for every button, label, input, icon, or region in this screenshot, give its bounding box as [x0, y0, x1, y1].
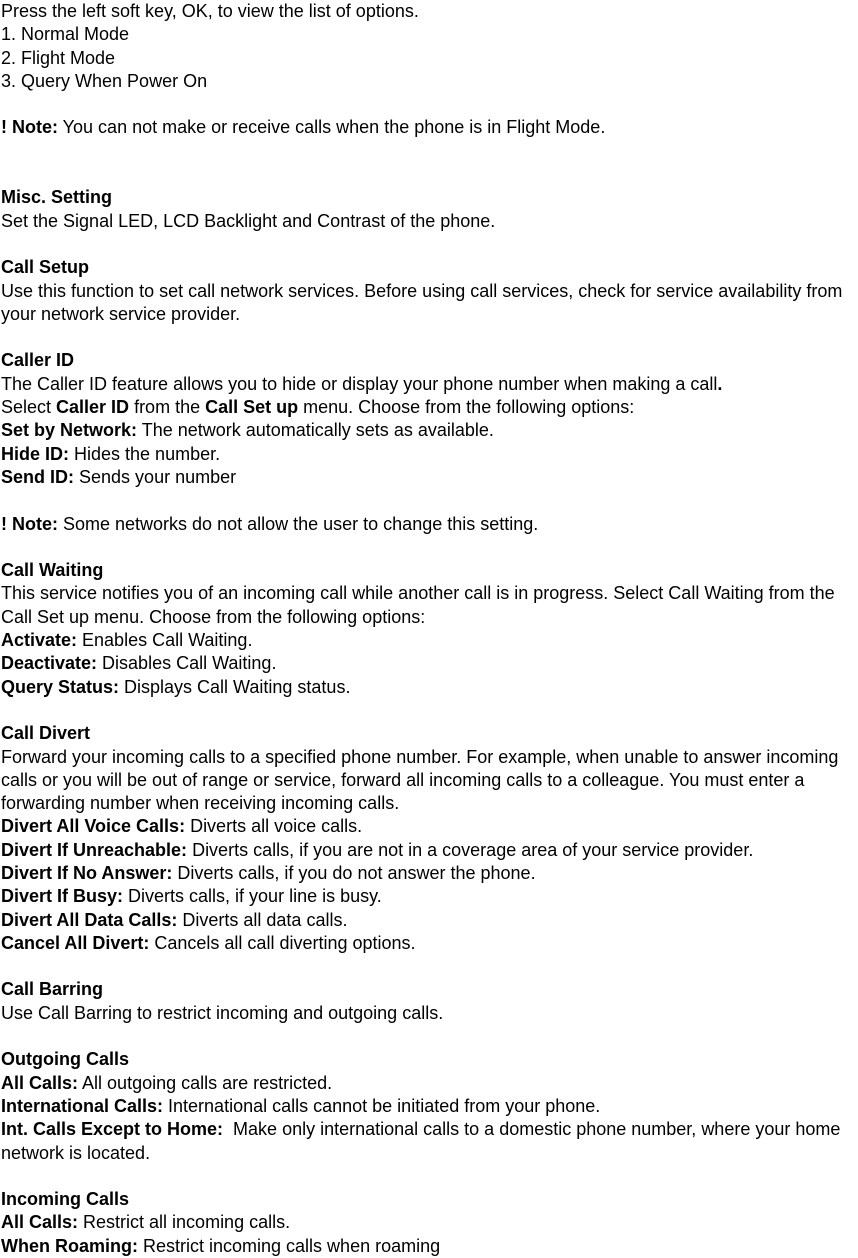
outgoing-option: All Calls: All outgoing calls are restricted. [1, 1072, 333, 1093]
caller-id-option: Hide ID: Hides the number. [1, 443, 221, 464]
flight-option: 2. Flight Mode [1, 47, 116, 68]
caller-id-select-instruction: Select Caller ID from the Call Set up menu. Choose from the following options: [1, 397, 635, 418]
section-heading-call-waiting: Call Waiting [1, 560, 104, 581]
outgoing-option: International Calls: International calls cannot be initiated from your phone. [1, 1095, 601, 1116]
call-divert-option: Divert All Data Calls: Diverts all data calls. [1, 909, 348, 930]
call-divert-option: Divert If Busy: Diverts calls, if your line is busy. [1, 886, 382, 907]
call-divert-option: Divert If No Answer: Diverts calls, if you do not answer the phone. [1, 862, 536, 883]
call-waiting-option: Deactivate: Disables Call Waiting. [1, 653, 277, 674]
call-setup-description: Use this function to set call network services. Before using call services, check for service availability from your network service provider. [1, 280, 843, 324]
caller-id-option: Send ID: Sends your number [1, 466, 237, 487]
call-divert-option: Divert If Unreachable: Diverts calls, if you are not in a coverage area of your service provider. [1, 839, 754, 860]
misc-setting-description: Set the Signal LED, LCD Backlight and Contrast of the phone. [1, 210, 496, 231]
section-heading-incoming-calls: Incoming Calls [1, 1189, 130, 1210]
call-waiting-option: Activate: Enables Call Waiting. [1, 630, 253, 651]
incoming-option: All Calls: Restrict all incoming calls. [1, 1212, 291, 1233]
outgoing-option: Int. Calls Except to Home: Make only international calls to a domestic phone number, where your home network is located. [1, 1119, 846, 1163]
flight-intro: Press the left soft key, OK, to view the list of options. [1, 1, 419, 21]
section-heading-outgoing-calls: Outgoing Calls [1, 1049, 129, 1070]
call-divert-option: Divert All Voice Calls: Diverts all voice calls. [1, 816, 363, 837]
flight-option: 1. Normal Mode [1, 24, 130, 45]
flight-note [1, 116, 858, 139]
call-divert-option: Cancel All Divert: Cancels all call diverting options. [1, 932, 416, 953]
section-heading-call-barring: Call Barring [1, 979, 104, 1000]
incoming-option: When Roaming: Restrict incoming calls when roaming [1, 1235, 441, 1256]
note-text: Some networks do not allow the user to change this setting. [58, 513, 539, 534]
section-heading-call-setup: Call Setup [1, 257, 90, 278]
call-waiting-description: This service notifies you of an incoming call while another call is in progress. Select Call Waiting from the Call Set up menu. Choose from the following options: [1, 583, 835, 627]
section-heading-caller-id: Caller ID [1, 350, 75, 371]
section-heading-misc-setting: Misc. Setting [1, 187, 113, 208]
flight-option: 3. Query When Power On [1, 70, 208, 91]
section-heading-call-divert: Call Divert [1, 723, 91, 744]
caller-id-description: The Caller ID feature allows you to hide or display your phone number when making a call. [1, 373, 723, 394]
caller-id-option: Set by Network: The network automatically sets as available. [1, 420, 494, 441]
call-divert-description: Forward your incoming calls to a specified phone number. For example, when unable to answer incoming calls or you will be out of range or service, forward all incoming calls to a colleague. You must enter a forwarding number when receiving incoming calls. [1, 746, 839, 814]
call-barring-description: Use Call Barring to restrict incoming and outgoing calls. [1, 1002, 444, 1023]
note-label: ! Note: [1, 513, 58, 534]
note-label: ! Note: [1, 117, 58, 138]
call-waiting-option: Query Status: Displays Call Waiting status. [1, 676, 351, 697]
note-text: You can not make or receive calls when the phone is in Flight Mode. [58, 117, 606, 138]
caller-id-note [1, 513, 858, 536]
